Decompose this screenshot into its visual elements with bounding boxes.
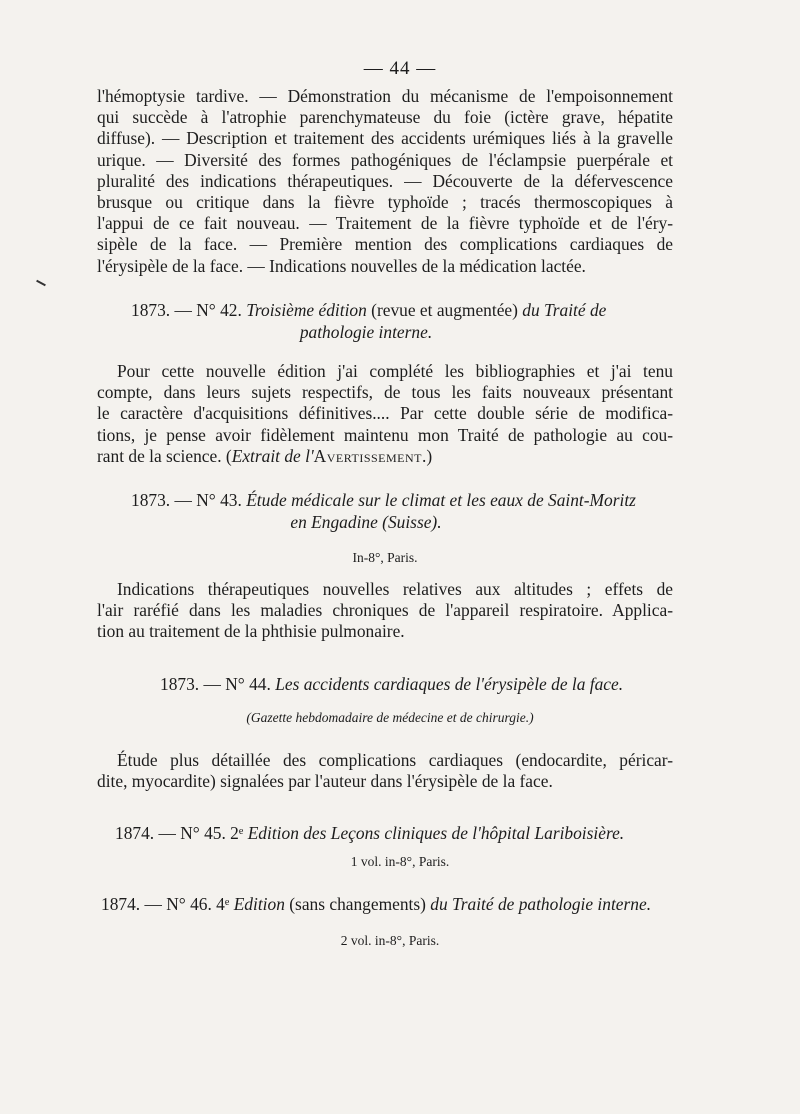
text-line: pluralité des indications thérapeutiques. — Découverte de la défervescence [97,170,673,191]
entry-note: (revue et augmentée) [371,300,518,320]
entry-note: (sans changements) [289,894,426,914]
citation-end: .) [422,445,433,466]
entry-title: Edition des Leçons cliniques de l'hôpital Lariboisière. [247,823,625,843]
text-line: le caractère d'acquisitions définitives.... Par cette double série de modifica- [97,403,673,424]
text-line: brusque ou critique dans la fièvre typhoïde ; tracés thermoscopiques à [97,191,673,212]
entry-number: 1874. — N° 46. 4ᵉ [101,894,230,914]
entry-title: du Traité de pathologie interne. [430,894,652,914]
text-line: tions, je pense avoir fidèlement maintenu mon Traité de pathologie au cou- [97,424,673,445]
entry-43 [131,490,661,533]
text-line: rant de la science. ( [97,445,232,466]
text-line: urique. — Diversité des formes pathogéniques de l'éclampsie puerpérale et [97,149,673,170]
text-line: l'érysipèle de la face. — Indications nouvelles de la médication lactée. [97,255,586,276]
entry-title: Étude médicale sur le climat et les eaux de Saint-Moritz [246,490,636,510]
entry-source: (Gazette hebdomadaire de médecine et de chirurgie.) [246,710,534,725]
entry-number: 1874. — N° 45. 2ᵉ [115,823,244,843]
text-line: diffuse). — Description et traitement des accidents urémiques liés à la gravelle [97,128,673,149]
entry-title: pathologie interne. [299,321,433,342]
text-line: tion au traitement de la phthisie pulmonaire. [97,621,405,642]
entry-format: 1 vol. in-8°, Paris. [350,854,450,869]
paragraph-altitudes [97,579,673,643]
entry-number: 1873. — N° 43. [131,490,242,510]
text-line: qui succède à l'atrophie parenchymateuse du foie (ictère grave, hépatite [97,107,673,128]
entry-42 [131,300,651,343]
paragraph-preface [97,361,673,467]
entry-45 [115,823,675,845]
entry-format: 2 vol. in-8°, Paris. [340,933,440,948]
text-line: sipèle de la face. — Première mention des complications cardiaques de [97,234,673,255]
citation-italic: Extrait de l' [231,445,314,466]
entry-number: 1873. — N° 44. [160,674,271,694]
entry-title: Troisième édition [246,300,367,320]
entry-title: Edition [233,894,285,914]
paragraph-intro [97,86,673,277]
entry-title: en Engadine (Suisse). [290,511,442,532]
text-line: Indications thérapeutiques nouvelles relatives aux altitudes ; effets de [117,579,673,599]
text-line: compte, dans leurs sujets respectifs, de tous les faits nouveaux présentant [97,382,673,403]
page-number: — 44 — [363,58,437,79]
entry-title: Les accidents cardiaques de l'érysipèle de la face. [275,674,624,694]
text-line: l'hémoptysie tardive. — Démonstration du mécanisme de l'empoisonnement [97,86,673,106]
margin-mark [36,280,46,286]
entry-format: In-8°, Paris. [352,550,418,565]
entry-title: du Traité de [522,300,607,320]
paragraph-cardiac [97,750,673,792]
text-line: l'appui de ce fait nouveau. — Traitement de la fièvre typhoïde et de l'éry- [97,213,673,234]
text-line: l'air raréfié dans les maladies chroniques de l'appareil respiratoire. Applica- [97,600,673,621]
entry-44 [160,674,680,696]
text-line: dite, myocardite) signalées par l'auteur dans l'érysipèle de la face. [97,771,553,792]
entry-number: 1873. — N° 42. [131,300,242,320]
entry-46 [101,894,681,916]
text-line: Pour cette nouvelle édition j'ai complété les bibliographies et j'ai tenu [117,361,673,381]
citation-smallcaps: Avertissement [313,445,423,466]
text-line: Étude plus détaillée des complications cardiaques (endocardite, péricar- [117,750,673,770]
